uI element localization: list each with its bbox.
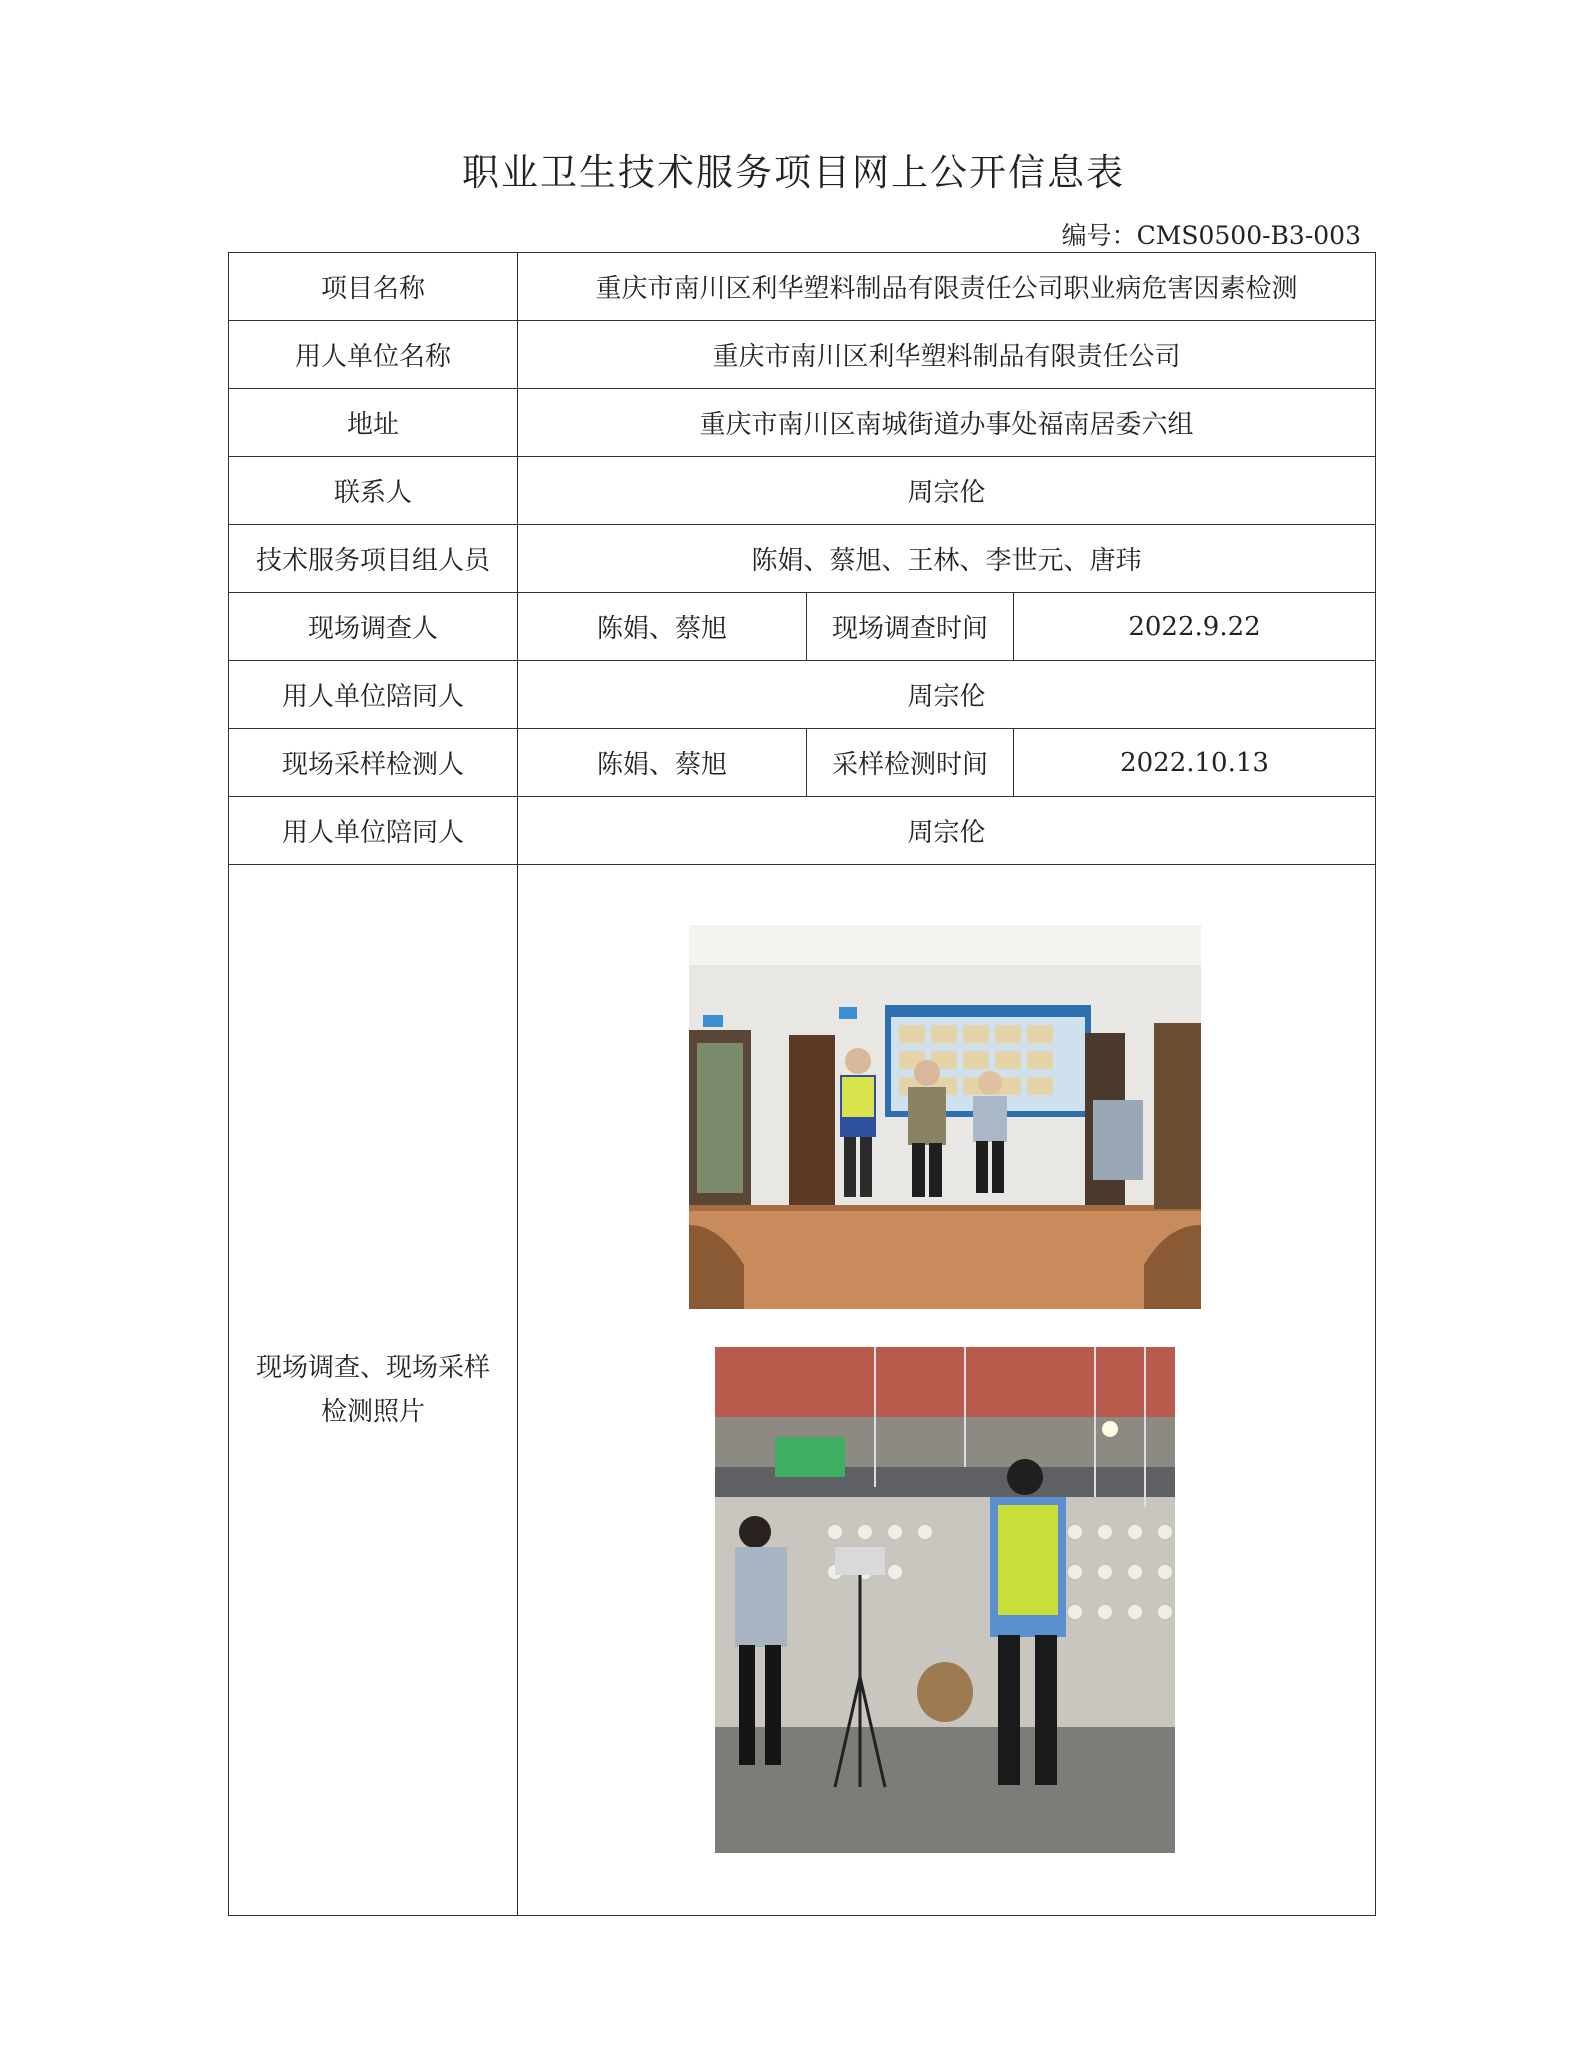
escort2-label: 用人单位陪同人 (229, 797, 518, 865)
contact-label: 联系人 (229, 457, 518, 525)
photos-label-line1: 现场调查、现场采样 (255, 1353, 490, 1383)
document-number: 编号：CMS0500-B3-003 (1061, 221, 1361, 250)
employer-value: 重庆市南川区利华塑料制品有限责任公司 (518, 321, 1376, 389)
survey-person-value: 陈娟、蔡旭 (518, 593, 807, 661)
survey-time-label: 现场调查时间 (807, 593, 1014, 661)
escort2-value: 周宗伦 (518, 797, 1376, 865)
table-row (229, 321, 1376, 389)
table-row (229, 797, 1376, 865)
table-row (229, 457, 1376, 525)
photos-label (229, 865, 518, 1916)
project-name-label: 项目名称 (229, 253, 518, 321)
info-table (228, 252, 1376, 1916)
address-value: 重庆市南川区南城街道办事处福南居委六组 (518, 389, 1376, 457)
team-label: 技术服务项目组人员 (229, 525, 518, 593)
sampling-person-value: 陈娟、蔡旭 (518, 729, 807, 797)
table-row (229, 865, 1376, 1916)
table-row (229, 593, 1376, 661)
table-row (229, 729, 1376, 797)
team-value: 陈娟、蔡旭、王林、李世元、唐玮 (518, 525, 1376, 593)
photos-label-line2: 检测照片 (320, 1397, 425, 1427)
table-row (229, 661, 1376, 729)
employer-label: 用人单位名称 (229, 321, 518, 389)
survey-person-label: 现场调查人 (229, 593, 518, 661)
survey-photo (689, 925, 1201, 1309)
sampling-time-label: 采样检测时间 (807, 729, 1014, 797)
document-title: 职业卫生技术服务项目网上公开信息表 (462, 151, 1125, 194)
address-label: 地址 (229, 389, 518, 457)
table-row (229, 253, 1376, 321)
escort1-label: 用人单位陪同人 (229, 661, 518, 729)
table-row (229, 389, 1376, 457)
sampling-photo (715, 1347, 1175, 1853)
project-name-value: 重庆市南川区利华塑料制品有限责任公司职业病危害因素检测 (518, 253, 1376, 321)
survey-time-value: 2022.9.22 (1014, 593, 1376, 661)
table-row (229, 525, 1376, 593)
escort1-value: 周宗伦 (518, 661, 1376, 729)
contact-value: 周宗伦 (518, 457, 1376, 525)
sampling-time-value: 2022.10.13 (1014, 729, 1376, 797)
photos-cell (518, 865, 1376, 1916)
sampling-person-label: 现场采样检测人 (229, 729, 518, 797)
